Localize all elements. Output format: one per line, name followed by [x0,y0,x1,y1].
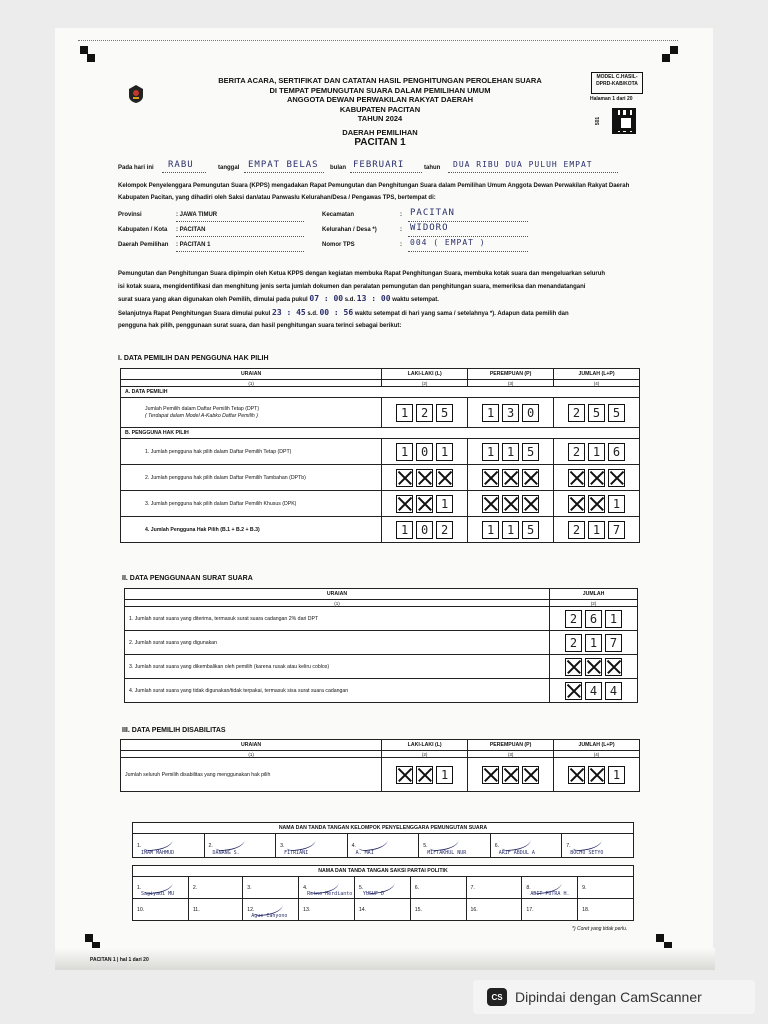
signature-number: 7. [470,884,475,891]
digit-box: 1 [436,495,453,513]
signature-number: 16. [470,906,478,913]
registration-mark [670,46,678,54]
signature-cell [410,877,466,899]
registration-mark [87,54,95,62]
crossed-digit-box [502,766,519,784]
dpt-note: ( Terdapat dalam Model A-Kabko Daftar Pemilih ) [145,412,258,419]
table-row [121,491,640,517]
signature-number: 18. [582,906,590,913]
digit-box: 2 [416,404,433,422]
crossed-digit-box [396,766,413,784]
kecamatan-label: Kecamatan [322,212,355,218]
digit-box: 5 [436,404,453,422]
digit-group [386,766,463,784]
digit-box: 1 [588,521,605,539]
crossed-digit-box [568,469,585,487]
s1-col-uraian: URAIAN [121,369,382,380]
day-label: Pada hari ini [118,165,154,171]
signature-cell [133,834,205,858]
signature-cell [578,877,634,899]
crossed-digit-box [522,469,539,487]
crossed-digit-box [482,766,499,784]
crossed-digit-box [416,495,433,513]
digit-box: 1 [436,443,453,461]
title-line-5: TAHUN 2024 [357,114,403,124]
signature-number: 8. [526,884,531,891]
digit-box: 3 [502,404,519,422]
signature-cell [188,899,242,921]
footnote: *) Coret yang tidak perlu. [572,926,628,932]
digit-box: 6 [585,610,602,628]
digit-box: 7 [605,634,622,652]
voting-line-4: Selanjutnya Rapat Penghitungan Suara dimulai pukul 23 : 45 s.d. 00 : 56 waktu setempat di hari yang sama / setelahnya *). Adapun data pemilih dan [118,307,569,317]
tps-label: Nomor TPS [322,242,355,248]
digit-group [472,521,549,539]
signature-cell [188,877,242,899]
tps-value: 004 ( EMPAT ) [410,238,486,247]
s1-col-jumlah: JUMLAH (L+P) [554,369,640,380]
crossed-digit-box [502,469,519,487]
group-a-label: A. DATA PEMILIH [121,387,640,398]
table-row [121,758,640,792]
table-row [125,655,638,679]
crossed-digit-box [588,766,605,784]
digit-box: 0 [416,521,433,539]
signature-number: 4. [303,884,308,891]
crossed-digit-box [588,495,605,513]
provinsi-label: Provinsi [118,212,142,218]
signature-cell [410,899,466,921]
signature-cell [578,899,634,921]
region-value: PACITAN 1 [354,136,406,148]
digit-box: 0 [522,404,539,422]
signature-name: Sagiyadi MU [141,891,175,897]
crossed-digit-box [605,658,622,676]
signature-number: 4. [351,842,356,849]
digit-box: 1 [605,610,622,628]
digit-group [554,682,633,700]
table-row [125,679,638,703]
signature-name: ARIF ABDUL A [498,850,535,856]
voting-line-3: surat suara yang akan digunakan oleh Pemilih, dimulai pada pukul 07 : 00 s.d. 13 : 00 waktu setempat. [118,294,439,303]
signature-cell [243,899,299,921]
s3-col-jumlah: JUMLAH (L+P) [554,740,640,751]
registration-mark [85,934,93,942]
s3-col-laki: LAKI-LAKI (L) [382,740,468,751]
digit-box: 5 [588,404,605,422]
crossed-digit-box [588,469,605,487]
year-value: DUA RIBU DUA PULUH EMPAT [453,160,593,169]
section1-title: I. DATA PEMILIH DAN PENGGUNA HAK PILIH [118,355,269,362]
digit-group [558,404,635,422]
s3-col-uraian: URAIAN [121,740,382,751]
digit-box: 4 [605,682,622,700]
month-label: bulan [330,165,346,171]
digit-group [558,469,635,487]
table-row [121,465,640,491]
table-row [125,607,638,631]
b3-label: 3. Jumlah pengguna hak pilih dalam Daftar Pemilih Khusus (DPK) [121,491,382,517]
signature-number: 13. [303,906,311,913]
location-block: Provinsi : JAWA TIMUR Kabupaten / Kota : PACITAN Daerah Pemilihan : PACITAN 1 Kecamatan : PACITAN Kelurahan / Desa *) : WIDORO Nomor TPS : 004 ( EMPAT ) [118,208,486,248]
digit-box: 1 [608,766,625,784]
kelurahan-value: WIDORO [410,223,449,233]
signature-number: 3. [247,884,252,891]
model-box: MODEL C.HASIL-DPRD-KAB/KOTA [591,72,643,94]
registration-mark [656,934,664,942]
date-label: tanggal [218,165,240,171]
signature-number: 7. [566,842,571,849]
table-row [121,398,640,428]
signature-cell [522,899,578,921]
registration-mark [80,46,88,54]
page-info: Halaman 1 dari 20 [590,96,633,102]
s2-row2-label: 2. Jumlah surat suara yang digunakan [125,631,550,655]
date-value: EMPAT BELAS [248,160,319,170]
signature-cell [299,877,355,899]
digit-group [558,766,635,784]
signature-name: IMAM MAHMUD [141,850,175,856]
digit-box: 2 [568,443,585,461]
dapil-value: : PACITAN 1 [176,242,211,248]
digit-box: 1 [396,443,413,461]
digit-box: 1 [482,443,499,461]
section3-title: III. DATA PEMILIH DISABILITAS [122,727,226,734]
signature-name: FITRIANI [284,850,309,856]
group-b-label: B. PENGGUNA HAK PILIH [121,428,640,439]
table-row [121,517,640,543]
digit-group [558,443,635,461]
signature-table [132,822,634,858]
signature-cell [466,877,522,899]
digit-group [386,404,463,422]
count-end-time: 00 : 56 [319,307,354,317]
crossed-digit-box [482,469,499,487]
signature-name: A. MAI [355,850,374,856]
digit-box: 0 [416,443,433,461]
voting-line-2: isi kotak suara, mengidentifikasi dan menghitung jenis serta jumlah dokumen dan peralatan pemungutan dan penghitungan suara, memeriksa dan menandatangani [118,283,586,290]
signature-number: 5. [358,884,364,891]
b2-label: 2. Jumlah pengguna hak pilih dalam Daftar Pemilih Tambahan (DPTb) [121,465,382,491]
crossed-digit-box [585,658,602,676]
crossed-digit-box [522,495,539,513]
digit-box: 7 [608,521,625,539]
digit-box: 2 [568,521,585,539]
s2-row4-label: 4. Jumlah surat suara yang tidak digunakan/tidak terpakai, termasuk sisa surat suara cadangan [125,679,550,703]
camscanner-badge [473,980,755,1014]
crossed-digit-box [396,469,413,487]
digit-group [472,443,549,461]
digit-box: 1 [585,634,602,652]
digit-box: 1 [396,521,413,539]
signature-number: 6. [414,884,420,891]
digit-box: 5 [522,521,539,539]
s2-col-jumlah: JUMLAH [550,589,638,600]
signature-cell [347,834,419,858]
signature-name: YUSUF D [362,891,384,897]
crossed-digit-box [436,469,453,487]
signature-name: MIFTAKHUL NUR [427,850,467,856]
kabupaten-label: Kabupaten / Kota [118,227,168,233]
digit-group [554,634,633,652]
title-line-3: ANGGOTA DEWAN PERWAKILAN RAKYAT DAERAH [286,95,474,105]
signature-number: 1. [137,884,142,891]
crossed-digit-box [522,766,539,784]
signature-name: BOCHO SETYO [570,850,604,856]
signature-number: 12. [247,906,255,913]
crossed-digit-box [416,766,433,784]
digit-group [386,495,463,513]
section2-table: URAIAN JUMLAH (1) (2) 1. Jumlah surat suara yang diterima, termasuk surat suara cadangan 2% dari DPT 2 6 1 2. Jumlah surat suara yang digunakan 2 1 7 3. Jumlah surat suara yang dikembalikan oleh pemilih (karena rusak atau keliru coblos) 4. Jumlah surat suara yang tidak digunakan/tidak terpakai, termasuk sisa surat suara cadangan 4 4 [124,588,638,703]
digit-box: 1 [436,766,453,784]
digit-box: 1 [396,404,413,422]
crossed-digit-box [608,469,625,487]
kabupaten-value: : PACITAN [176,227,206,233]
table-row [125,631,638,655]
day-value: RABU [168,160,194,170]
digit-box: 1 [482,404,499,422]
digit-box: 1 [482,521,499,539]
digit-group [386,443,463,461]
year-label: tahun [424,165,441,171]
crossed-digit-box [565,658,582,676]
digit-group [386,521,463,539]
s3-col-perempuan: PEREMPUAN (P) [468,740,554,751]
digit-group [472,404,549,422]
crossed-digit-box [502,495,519,513]
signature-cell [562,834,634,858]
digit-box: 5 [608,404,625,422]
crossed-digit-box [565,682,582,700]
signature-number: 17. [526,906,534,913]
signature-cell [522,877,578,899]
kelurahan-label: Kelurahan / Desa *) [322,227,377,233]
s1-col-laki: LAKI-LAKI (L) [382,369,468,380]
crossed-digit-box [416,469,433,487]
s3-row-label: Jumlah seluruh Pemilih disabilitas yang menggunakan hak pilih [121,758,382,792]
title-line-2: DI TEMPAT PEMUNGUTAN SUARA DALAM PEMILIHAN UMUM [269,85,491,95]
signature-number: 3. [280,842,285,849]
signature-cell [419,834,491,858]
intro-text: Kelompok Penyelenggara Pemungutan Suara (KPPS) mengadakan Rapat Pemungutan dan Penghitungan Suara dalam Pemilihan Umum Anggota Dewan Perwakilan Rakyat Daerah Kabupaten Pacitan, yang dihadiri oleh Saksi dan/atau Panwaslu Kelurahan/Desa / Pengawas TPS, bertempat di: [118,183,630,201]
section3-table: URAIAN LAKI-LAKI (L) PEREMPUAN (P) JUMLAH (L+P) (1) (2) (3) (4) Jumlah seluruh Pemilih disabilitas yang menggunakan hak pilih 1 1 [120,739,640,792]
digit-box: 5 [522,443,539,461]
signature-name: Agus Cahyono [251,913,288,919]
table-row [121,439,640,465]
signature-cell [276,834,348,858]
voting-text [118,268,642,333]
vertical-code: 501 [595,116,602,126]
digit-box: 4 [585,682,602,700]
dapil-label: Daerah Pemilihan [118,242,169,248]
signature-number: 2. [208,842,213,849]
signature-number: 15. [414,906,422,913]
section2-title: II. DATA PENGGUNAAN SURAT SUARA [122,575,253,582]
digit-box: 1 [588,443,605,461]
saksi-table [132,865,634,921]
s1-col-perempuan: PEREMPUAN (P) [468,369,554,380]
dpt-label: Jumlah Pemilih dalam Daftar Pemilih Tetap (DPT) [145,405,260,412]
section1-table: URAIAN LAKI-LAKI (L) PEREMPUAN (P) JUMLAH (L+P) (1) (2) (3) (4) A. DATA PEMILIH Jumlah Pemilih dalam Daftar Pemilih Tetap (DPT) ( Terdapat dalam Model A-Kabko Daftar Pemilih ) 1 2 5 1 3 0 2 5 5 B. PENGGUNA HAK PILIH 1. Jumlah pengguna hak pilih dalam Daftar Pemilih Tetap (DPT) 1 0 1 1 1 5 2 1 6 2. Jumlah pengguna hak pilih dalam Daftar Pemilih Tambahan (DPTb) 3. Jumlah pengguna hak pilih dalam Daftar Pemilih Khusus (DPK) 1 1 4. Jumlah Pengguna Hak Pilih (B.1 + B.2 + B.3) 1 0 2 1 1 5 2 1 7 [120,368,640,543]
start-time: 07 : 00 [309,294,344,303]
digit-group [558,495,635,513]
signature-cell [133,899,189,921]
signature-name: Retno Herdianto [307,891,353,897]
provinsi-value: : JAWA TIMUR [176,212,218,218]
crossed-digit-box [482,495,499,513]
scan-shadow [55,948,715,970]
kpps-title: NAMA DAN TANDA TANGAN KELOMPOK PENYELENGGARA PEMUNGUTAN SUARA [133,823,634,834]
signature-name: DANANG S. [212,850,240,856]
signature-cell [354,899,410,921]
s2-col-uraian: URAIAN [125,589,550,600]
signature-number: 5. [423,842,428,849]
signature-number: 6. [494,842,500,849]
registration-mark [662,54,670,62]
kecamatan-value: PACITAN [410,208,455,218]
s2-row3-label: 3. Jumlah surat suara yang dikembalikan oleh pemilih (karena rusak atau keliru coblos) [125,655,550,679]
kpu-logo-icon [128,84,144,104]
digit-group [472,766,549,784]
signature-number: 10. [137,906,145,913]
digit-box: 1 [502,443,519,461]
signature-number: 11. [192,906,200,913]
signature-cell [354,877,410,899]
signature-cell [133,877,189,899]
crossed-digit-box [396,495,413,513]
s2-row1-label: 1. Jumlah surat suara yang diterima, termasuk surat suara cadangan 2% dari DPT [125,607,550,631]
signature-name: ADIT PUTRA H. [530,891,570,897]
voting-line-5: pengguna hak pilih, penggunaan surat suara, dan hasil penghitungan suara terinci sebagai berikut: [118,323,402,329]
digit-group [554,610,633,628]
count-start-time: 23 : 45 [272,307,306,317]
signature-number: 1. [137,842,142,849]
end-time: 13 : 00 [356,294,391,303]
camscanner-icon: CS [487,988,507,1006]
signature-cell [243,877,299,899]
digit-group [386,469,463,487]
digit-group [472,495,549,513]
digit-group [554,658,633,676]
b4-label: 4. Jumlah Pengguna Hak Pilih (B.1 + B.2 + B.3) [121,517,382,543]
camscanner-label: Dipindai dengan CamScanner [515,989,702,1005]
qr-code-icon [612,108,636,134]
crossed-digit-box [568,766,585,784]
month-value: FEBRUARI [353,160,405,170]
signature-cell [466,899,522,921]
signature-number: 2. [192,884,198,891]
signature-number: 14. [358,906,367,913]
digit-box: 2 [436,521,453,539]
signature-cell [490,834,562,858]
signature-cell [204,834,276,858]
signature-cell [299,899,355,921]
digit-box: 2 [568,404,585,422]
digit-group [558,521,635,539]
region-label: DAERAH PEMILIHAN [342,127,418,137]
digit-group [472,469,549,487]
title-line-1: BERITA ACARA, SERTIFIKAT DAN CATATAN HASIL PENGHITUNGAN PEROLEHAN SUARA [218,76,542,85]
document-title [185,76,575,147]
voting-line-1: Pemungutan dan Penghitungan Suara dipimpin oleh Ketua KPPS dengan kegiatan membuka Rapat Penghitungan Suara, membuka kotak suara dan mengeluarkan seluruh [118,271,606,277]
digit-box: 2 [565,610,582,628]
crossed-digit-box [568,495,585,513]
digit-box: 1 [502,521,519,539]
footer-page-text: PACITAN 1 | hal 1 dari 20 [90,957,149,963]
title-line-4: KABUPATEN PACITAN [339,104,421,114]
digit-box: 1 [608,495,625,513]
digit-box: 2 [565,634,582,652]
b1-label: 1. Jumlah pengguna hak pilih dalam Daftar Pemilih Tetap (DPT) [121,439,382,465]
saksi-title: NAMA DAN TANDA TANGAN SAKSI PARTAI POLITIK [133,866,634,877]
digit-box: 6 [608,443,625,461]
top-dotted-line [78,40,678,41]
signature-number: 9. [582,884,587,891]
